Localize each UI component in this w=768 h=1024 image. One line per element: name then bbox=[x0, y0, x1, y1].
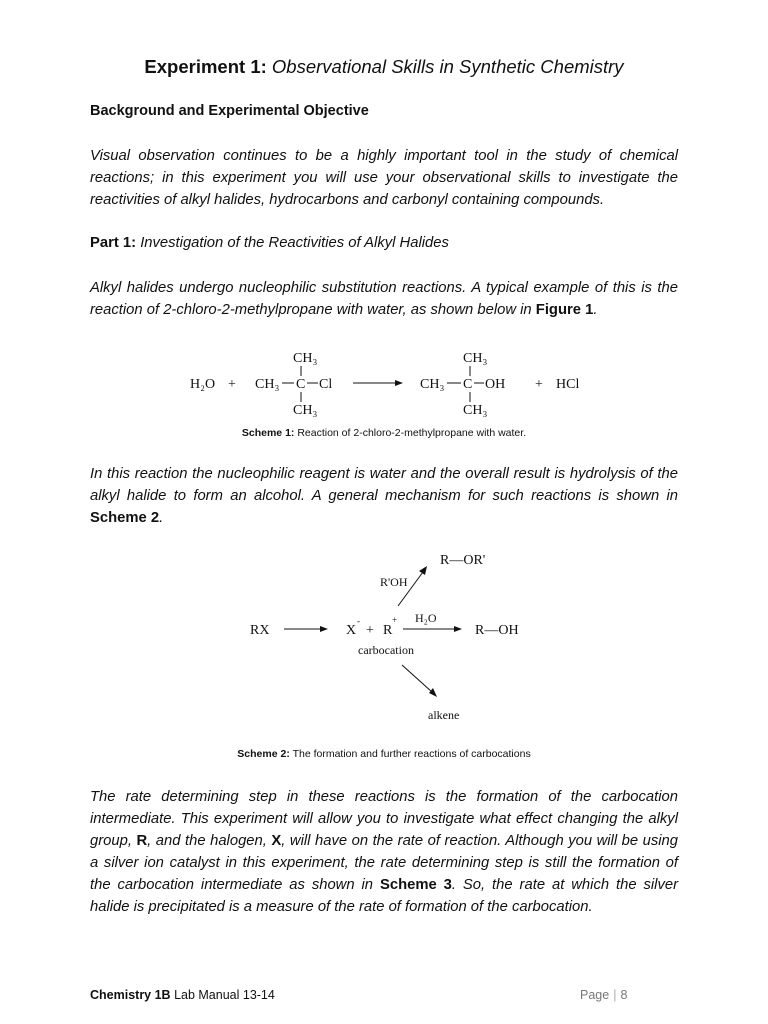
scheme2-ref: Scheme 2 bbox=[90, 510, 160, 526]
scheme1-bottom-methyl: CH₃ bbox=[293, 403, 318, 418]
footer-page-label: Page bbox=[580, 988, 610, 1002]
section-heading: Background and Experimental Objective bbox=[90, 103, 369, 119]
scheme2-arrowhead-down bbox=[429, 688, 437, 697]
para3-end: . bbox=[159, 510, 164, 526]
para4-r: R bbox=[136, 833, 148, 849]
footer-separator: | bbox=[613, 988, 617, 1002]
page-title bbox=[0, 56, 768, 78]
scheme1-product-oh: OH bbox=[485, 377, 506, 392]
paragraph-rate-determining bbox=[90, 786, 678, 918]
scheme2-caption-label: Scheme 2: bbox=[237, 748, 290, 760]
para4-t4: . So, the rate at which the silver halide is precipitated is a measure of the rate of formation of the carbocation. bbox=[90, 877, 679, 915]
scheme1-caption-text: Reaction of 2-chloro-2-methylpropane with water. bbox=[297, 427, 527, 439]
scheme2-plus: + bbox=[366, 623, 374, 638]
footer-page-value: 8 bbox=[620, 988, 628, 1002]
scheme1-reactant-center: C bbox=[296, 377, 306, 392]
title-prefix: Experiment 1: bbox=[144, 56, 267, 77]
scheme2-minus: - bbox=[357, 616, 360, 626]
footer-manual-title bbox=[90, 988, 275, 1002]
scheme1-product-bottom-methyl: CH₃ bbox=[463, 403, 488, 418]
figure1-ref: Figure 1 bbox=[535, 302, 594, 318]
para4-t1: The rate determining step in these reactions is the formation of the carbocation intermediate. This experiment will allow you to investigate what effect changing the alkyl group, bbox=[90, 789, 678, 849]
scheme2-arrowhead1 bbox=[320, 626, 328, 632]
scheme2-carbocation: carbocation bbox=[358, 643, 414, 657]
scheme2-alkene: alkene bbox=[428, 708, 460, 722]
scheme1-product-left: CH₃ bbox=[420, 377, 445, 392]
paragraph-mechanism bbox=[90, 463, 678, 529]
part1-label: Part 1: bbox=[90, 235, 137, 251]
scheme1-product-top-methyl: CH₃ bbox=[463, 351, 488, 366]
scheme2-arrow-down bbox=[402, 665, 432, 692]
scheme2-h2o: H₂O bbox=[415, 611, 437, 625]
part1-heading bbox=[90, 235, 449, 251]
scheme1-plus1: + bbox=[228, 377, 236, 392]
scheme1-diagram bbox=[0, 340, 768, 422]
para4-x: X bbox=[271, 833, 282, 849]
scheme2-caption bbox=[0, 748, 768, 760]
title-subtitle: Observational Skills in Synthetic Chemistry bbox=[271, 56, 624, 77]
scheme1-reactant-left: CH₃ bbox=[255, 377, 280, 392]
scheme2-rplus: + bbox=[392, 615, 398, 625]
scheme1-caption-label: Scheme 1: bbox=[241, 427, 295, 439]
scheme1-reactant-cl: Cl bbox=[319, 377, 333, 392]
scheme1-plus2: + bbox=[535, 377, 543, 392]
scheme1-water: H₂O bbox=[190, 377, 216, 392]
footer-page-number bbox=[580, 988, 627, 1002]
part1-title: Investigation of the Reactivities of Alkyl Halides bbox=[140, 235, 449, 251]
para2-text: Alkyl halides undergo nucleophilic substitution reactions. A typical example of this is the reaction of 2-chloro-2-methylpropane with water, as shown below in bbox=[90, 280, 678, 318]
scheme2-caption-text: The formation and further reactions of carbocations bbox=[292, 748, 531, 760]
scheme2-r-oh-prime: R'OH bbox=[380, 575, 408, 589]
scheme1-arrowhead bbox=[395, 380, 403, 386]
scheme1-top-methyl: CH₃ bbox=[293, 351, 318, 366]
scheme2-x: X bbox=[346, 623, 357, 638]
para2-end: . bbox=[593, 302, 598, 318]
footer-course: Chemistry 1B bbox=[90, 988, 171, 1002]
intro-paragraph: Visual observation continues to be a highly important tool in the study of chemical reactions; in this experiment you will use your observational skills to investigate the reactivities of alkyl halides, hydrocarbons and carbonyl containing compounds. bbox=[90, 148, 678, 208]
scheme2-r-or-prime: R—OR' bbox=[440, 553, 486, 568]
scheme2-arrowhead2 bbox=[454, 626, 462, 632]
scheme2-rx: RX bbox=[250, 623, 270, 638]
para3-text: In this reaction the nucleophilic reagent is water and the overall result is hydrolysis of the alkyl halide to form an alcohol. A general mechanism for such reactions is shown in bbox=[90, 466, 678, 504]
scheme1-hcl: HCl bbox=[556, 377, 580, 392]
scheme3-ref: Scheme 3 bbox=[379, 877, 452, 893]
para4-t2: , and the halogen, bbox=[147, 833, 272, 849]
scheme1-caption bbox=[0, 427, 768, 439]
paragraph-reaction-intro bbox=[90, 277, 678, 321]
scheme2-roh: R—OH bbox=[475, 623, 519, 638]
scheme1-product-center: C bbox=[463, 377, 473, 392]
scheme2-r: R bbox=[383, 623, 393, 638]
scheme2-diagram bbox=[0, 548, 768, 728]
scheme2-arrowhead-up bbox=[419, 566, 427, 575]
footer-manual: Lab Manual 13-14 bbox=[170, 988, 275, 1002]
para4-t3: , will have on the rate of reaction. Although you will be using a silver ion catalyst in this experiment, the rate determining step is still the formation of the carbocation intermediate as shown in bbox=[90, 833, 678, 893]
